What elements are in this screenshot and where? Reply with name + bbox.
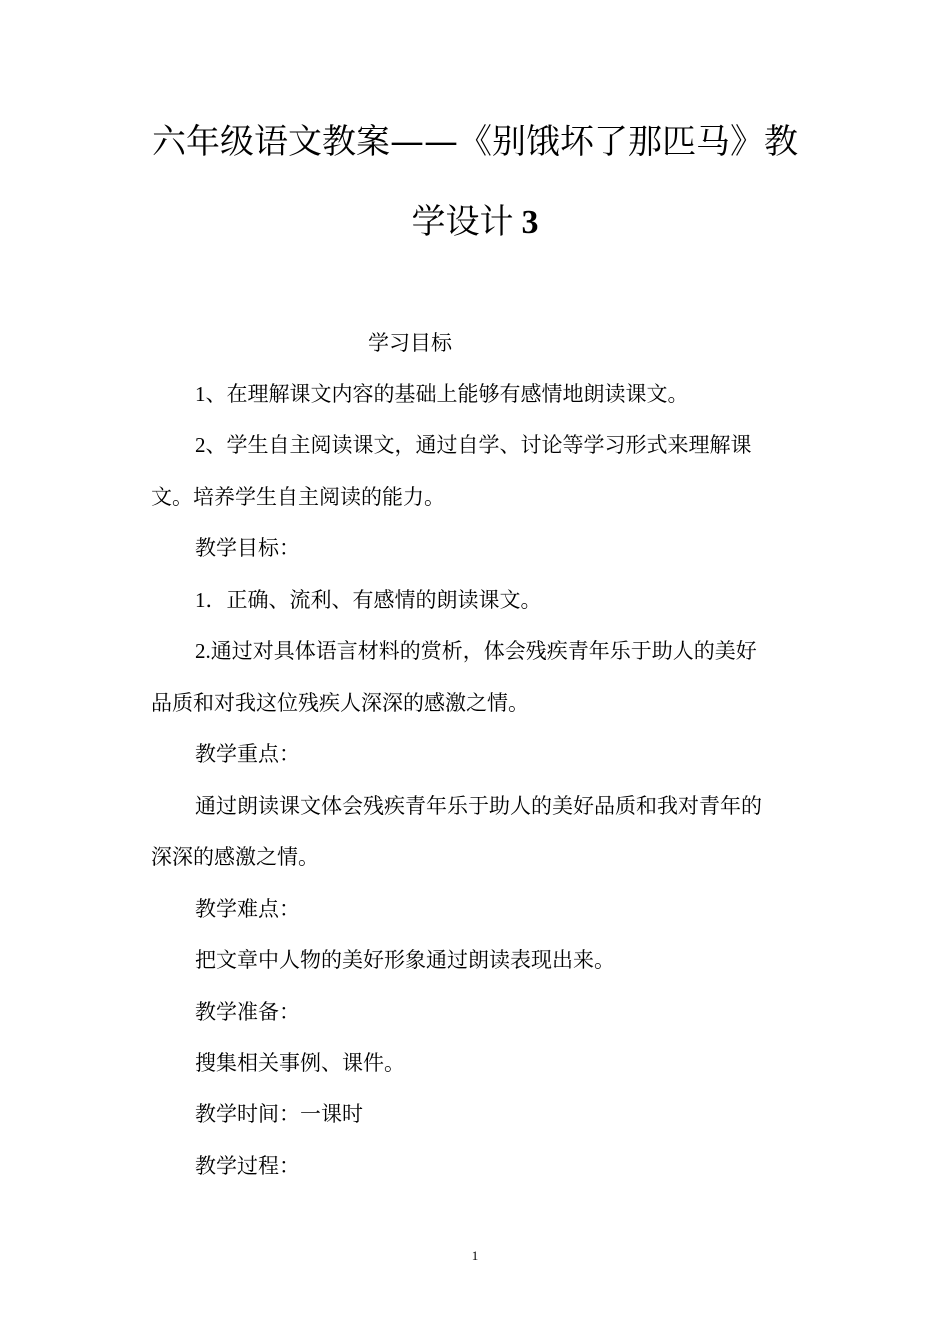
difficulty-text: 把文章中人物的美好形象通过朗读表现出来。 [195, 948, 615, 972]
preparation-heading: 教学准备： [195, 1000, 300, 1024]
document-title-line-2 [0, 200, 950, 245]
document-title-line-1 [0, 120, 950, 164]
learning-goals-heading: 学习目标 [368, 331, 452, 355]
learning-goal-2-continued: 文。培养学生自主阅读的能力。 [151, 485, 445, 509]
teaching-goal-2-continued: 品质和对我这位残疾人深深的感激之情。 [151, 691, 529, 715]
item-number: 1 [195, 588, 206, 612]
title-text: 学设计 [411, 202, 514, 242]
process-heading: 教学过程： [195, 1154, 300, 1178]
difficulty-heading: 教学难点： [195, 897, 300, 921]
key-points-text: 通过朗读课文体会残疾青年乐于助人的美好品质和我对青年的 [195, 794, 762, 818]
teaching-goals-heading: 教学目标： [195, 536, 300, 560]
teaching-goal-1 [195, 584, 542, 616]
item-number: 2. [195, 639, 211, 663]
title-number: 3 [521, 204, 539, 241]
key-points-heading: 教学重点： [195, 742, 300, 766]
item-text: 、学生自主阅读课文，通过自学、讨论等学习形式来理解课 [205, 433, 752, 457]
page-number: 1 [471, 1248, 479, 1263]
preparation-text: 搜集相关事例、课件。 [195, 1051, 405, 1075]
item-text: ．正确、流利、有感情的朗读课文。 [205, 588, 542, 612]
teaching-goal-2 [195, 635, 757, 667]
item-number: 1 [195, 382, 206, 406]
learning-goal-1 [195, 378, 689, 410]
item-text: 通过对具体语言材料的赏析，体会残疾青年乐于助人的美好 [210, 639, 757, 663]
title-text: 六年级语文教案——《别饿坏了那匹马》教 [152, 122, 798, 162]
key-points-continued: 深深的感激之情。 [151, 845, 319, 869]
item-number: 2 [195, 433, 206, 457]
learning-goal-2 [195, 429, 752, 461]
item-text: 、在理解课文内容的基础上能够有感情地朗读课文。 [205, 382, 689, 406]
teaching-time: 教学时间：一课时 [195, 1102, 363, 1126]
